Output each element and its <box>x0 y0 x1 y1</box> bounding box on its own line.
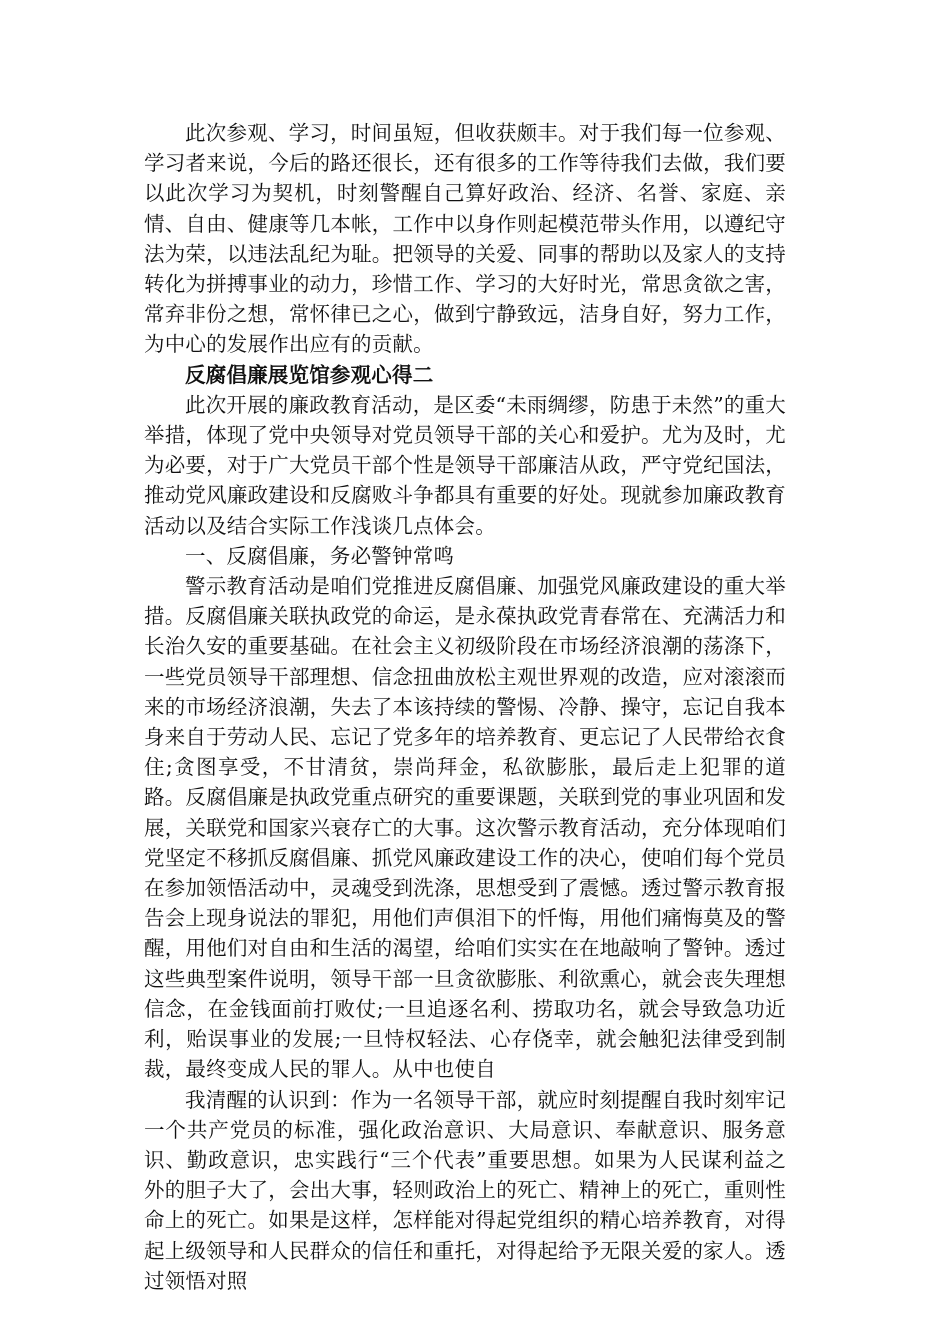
document-page <box>144 118 786 1296</box>
section-heading: 反腐倡廉展览馆参观心得二 <box>185 362 434 387</box>
paragraph-4: 我清醒的认识到：作为一名领导干部，就应时刻提醒自我时刻牢记一个共产党员的标准，强化政治意识、大局意识、奉献意识、服务意识、勤政意识，忠实践行“三个代表”重要思想。如果为人民谋利益之外的胆子大了，会出大事，轻则政治上的死亡、精神上的死亡，重则性命上的死亡。如果是这样，怎样能对得起党组织的精心培养教育，对得起上级领导和人民群众的信任和重托，对得起给予无限关爱的家人。透过领悟对照 <box>144 1087 786 1293</box>
paragraph-2: 此次开展的廉政教育活动，是区委“未雨绸缪，防患于未然”的重大举措，体现了党中央领导对党员领导干部的关心和爱护。尤为及时，尤为必要，对于广大党员干部个性是领导干部廉洁从政，严守党纪国法，推动党风廉政建设和反腐败斗争都具有重要的好处。现就参加廉政教育活动以及结合实际工作浅谈几点体会。 <box>144 392 786 538</box>
subheading-paragraph: 一、反腐倡廉，务必警钟常鸣 <box>185 543 455 568</box>
paragraph-3: 警示教育活动是咱们党推进反腐倡廉、加强党风廉政建设的重大举措。反腐倡廉关联执政党的命运，是永葆执政党青春常在、充满活力和长治久安的重要基础。在社会主义初级阶段在市场经济浪潮的荡涤下，一些党员领导干部理想、信念扭曲放松主观世界观的改造，应对滚滚而来的市场经济浪潮，失去了本该持续的警惕、冷静、操守，忘记自我本身来自于劳动人民、忘记了党多年的培养教育、更忘记了人民带给衣食住;贪图享受，不甘清贫，崇尚拜金，私欲膨胀，最后走上犯罪的道路。反腐倡廉是执政党重点研究的重要课题，关联到党的事业巩固和发展，关联党和国家兴衰存亡的大事。这次警示教育活动，充分体现咱们党坚定不移抓反腐倡廉、抓党风廉政建设工作的决心，使咱们每个党员在参加领悟活动中，灵魂受到洗涤，思想受到了震憾。透过警示教育报告会上现身说法的罪犯，用他们声俱泪下的忏悔，用他们痛悔莫及的警醒，用他们对自由和生活的渴望，给咱们实实在在地敲响了警钟。透过这些典型案件说明，领导干部一旦贪欲膨胀、利欲熏心，就会丧失理想信念，在金钱面前打败仗;一旦追逐名利、捞取功名，就会导致急功近利，贻误事业的发展;一旦恃权轻法、心存侥幸，就会触犯法律受到制裁，最终变成人民的罪人。从中也使自 <box>144 574 786 1082</box>
paragraph-1: 此次参观、学习，时间虽短，但收获颇丰。对于我们每一位参观、学习者来说，今后的路还很长，还有很多的工作等待我们去做，我们要以此次学习为契机，时刻警醒自己算好政治、经济、名誉、家庭、亲情、自由、健康等几本帐，工作中以身作则起模范带头作用，以遵纪守法为荣，以违法乱纪为耻。把领导的关爱、同事的帮助以及家人的支持转化为拼搏事业的动力，珍惜工作、学习的大好时光，常思贪欲之害，常弃非份之想，常怀律已之心，做到宁静致远，洁身自好，努力工作，为中心的发展作出应有的贡献。 <box>144 121 786 357</box>
